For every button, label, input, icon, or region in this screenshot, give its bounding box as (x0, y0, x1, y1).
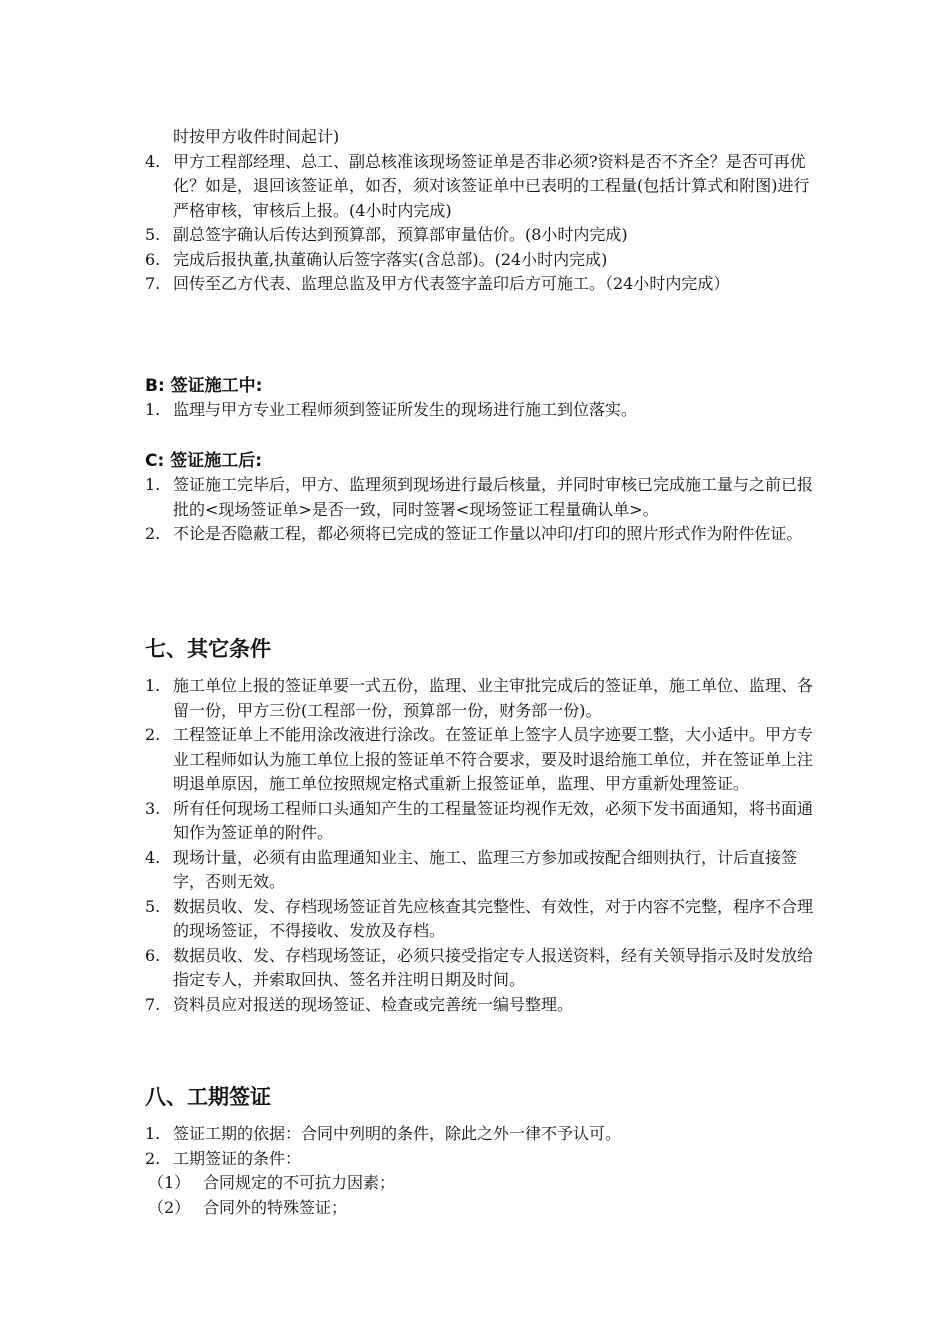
sub-list-item (148, 1196, 828, 1221)
list-item (145, 944, 825, 993)
sub-item-text: 合同外的特殊签证； (203, 1197, 348, 1217)
list-item (145, 272, 825, 297)
item-number: 5. (145, 896, 161, 916)
item-number: 4. (145, 151, 161, 171)
list-item (145, 797, 825, 846)
sub-list-item (148, 1171, 828, 1196)
list-item (145, 993, 825, 1018)
list-item (145, 1147, 825, 1172)
item-number: 2. (145, 524, 161, 543)
item-text: 回传至乙方代表、监理总监及甲方代表签字盖印后方可施工。（24小时内完成） (173, 274, 730, 293)
item-number: 4. (145, 847, 161, 867)
item-number: 6. (145, 945, 161, 965)
list-item (145, 1122, 825, 1147)
approval-steps-list (145, 125, 825, 297)
sub-item-text: 合同规定的不可抗力因素； (203, 1173, 396, 1192)
section-b (145, 374, 825, 423)
item-text: 签证施工完毕后，甲方、监理须到现场进行最后核量，并同时审核已完成施工量与之前已报批的<现场签证单>是否一致，同时签署<现场签证工程量确认单>。 (173, 475, 814, 519)
section-c (145, 449, 825, 547)
item-number: 2. (145, 1148, 161, 1168)
section-seven-list (145, 674, 825, 1017)
item-text: 数据员收、发、存档现场签证，必须只接受指定专人报送资料，经有关领导指示及时发放给指定专人，并索取回执、签名并注明日期及时间。 (173, 945, 814, 989)
list-item (145, 248, 825, 273)
item-number: 3. (145, 798, 161, 818)
section-eight (145, 1082, 825, 1112)
item-text: 监理与甲方专业工程师须到签证所发生的现场进行施工到位落实。 (173, 400, 638, 419)
list-item (145, 895, 825, 944)
section-b-heading: B: 签证施工中: (145, 376, 263, 396)
list-item (145, 223, 825, 248)
sub-item-number: （1） (148, 1173, 191, 1192)
item-text: 副总签字确认后传达到预算部，预算部审量估价。(8小时内完成) (173, 225, 628, 244)
list-item (145, 846, 825, 895)
item-text: 工程签证单上不能用涂改液进行涂改。在签证单上签字人员字迹要工整，大小适中。甲方专业工程师如认为施工单位上报的签证单不符合要求，要及时退给施工单位，并在签证单上注明退单原因，施工单位按照规定格式重新上报签证单，监理、甲方重新处理签证。 (173, 725, 814, 793)
item-text: 完成后报执董,执董确认后签字落实(含总部)。(24小时内完成) (173, 249, 608, 269)
item-text: 工期签证的条件： (173, 1148, 302, 1168)
list-item (145, 723, 825, 797)
section-seven-title: 七、其它条件 (145, 637, 271, 661)
list-item (145, 473, 825, 522)
item-text: 签证工期的依据：合同中列明的条件，除此之外一律不予认可。 (173, 1124, 622, 1143)
section-c-heading: C: 签证施工后: (145, 451, 262, 471)
item-text: 现场计量，必须有由监理通知业主、施工、监理三方参加或按配合细则执行，计后直接签字，否则无效。 (173, 847, 798, 891)
item-text: 施工单位上报的签证单要一式五份，监理、业主审批完成后的签证单，施工单位、监理、各留一份，甲方三份(工程部一份，预算部一份，财务部一份)。 (173, 676, 814, 720)
list-item (145, 674, 825, 723)
item-number: 7. (145, 994, 161, 1014)
item-number: 1. (145, 676, 161, 695)
item-number: 7. (145, 274, 161, 293)
item-number: 1. (145, 400, 161, 419)
item-text: 所有任何现场工程师口头通知产生的工程量签证均视作无效，必须下发书面通知，将书面通知作为签证单的附件。 (173, 798, 814, 842)
item-text: 资料员应对报送的现场签证、检查或完善统一编号整理。 (173, 994, 574, 1014)
list-item (145, 522, 825, 547)
item-text: 甲方工程部经理、总工、副总核准该现场签证单是否非必须?资料是否不齐全？是否可再优化？如是，退回该签证单，如否，须对该签证单中已表明的工程量(包括计算式和附图)进行严格审核，审核后上报。(4小时内完成) (173, 151, 810, 220)
item-number: 1. (145, 1124, 161, 1143)
condition-sublist (148, 1171, 828, 1220)
item-number: 2. (145, 725, 161, 744)
sub-item-number: （2） (148, 1197, 191, 1217)
item-text: 数据员收、发、存档现场签证首先应核查其完整性、有效性，对于内容不完整，程序不合理的现场签证，不得接收、发放及存档。 (173, 896, 814, 940)
continuation-text: 时按甲方收件时间起计) (173, 127, 340, 146)
item-text: 不论是否隐蔽工程，都必须将已完成的签证工作量以冲印/打印的照片形式作为附件佐证。 (173, 524, 803, 543)
section-eight-list (145, 1122, 825, 1171)
section-seven (145, 634, 825, 664)
item-number: 1. (145, 475, 161, 494)
item-number: 5. (145, 225, 161, 244)
list-item (145, 398, 825, 423)
section-eight-title: 八、工期签证 (145, 1085, 271, 1109)
item-number: 6. (145, 249, 161, 269)
list-item (145, 150, 825, 224)
